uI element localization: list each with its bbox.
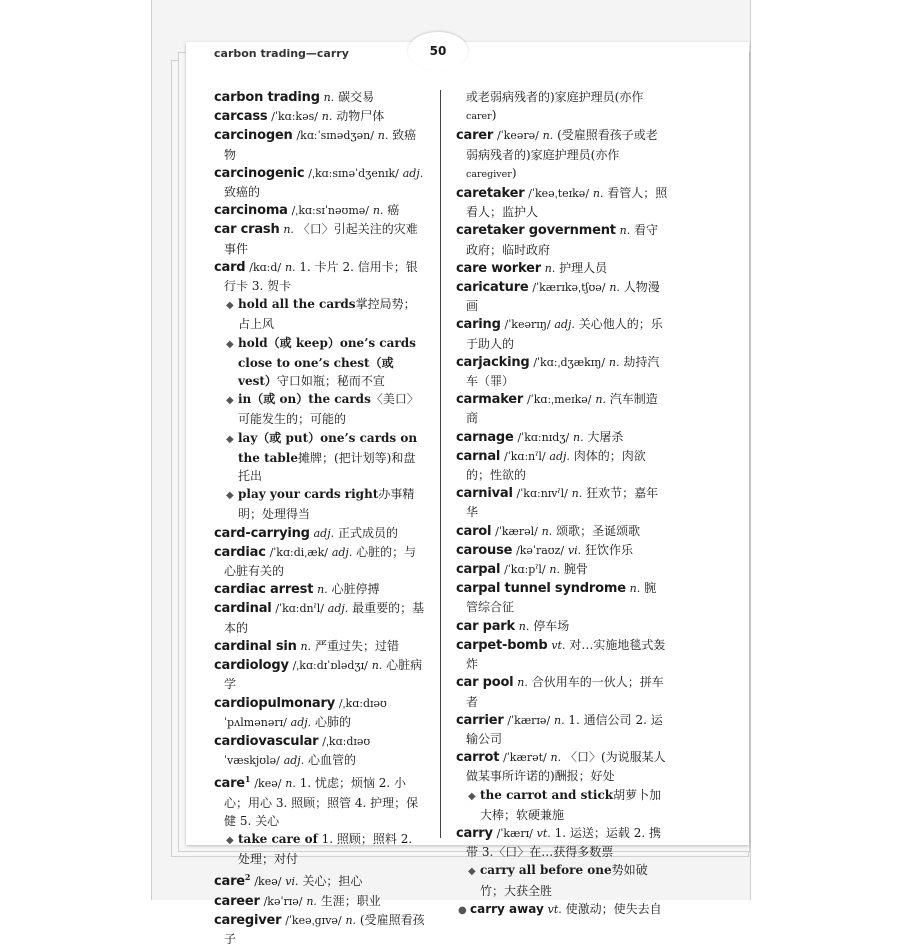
phrase: in（或 on）the cards [238, 392, 371, 407]
diamond-bullet-icon: ◆ [226, 834, 234, 846]
dictionary-entry [456, 126, 668, 184]
dictionary-entry [456, 315, 668, 352]
diamond-bullet-icon: ◆ [226, 395, 234, 407]
part-of-speech: n. [377, 129, 389, 143]
phrase: the carrot and stick [480, 787, 614, 802]
dictionary-entry [456, 636, 668, 673]
part-of-speech: adj. [313, 526, 335, 540]
part-of-speech: n. [372, 204, 384, 218]
pronunciation: /ˌkɑːsɪnəˈdʒenɪk/ [308, 166, 399, 180]
headword: carol [456, 523, 492, 539]
phrase-entry [214, 295, 426, 333]
pronunciation: /kəˈraʊz/ [516, 543, 565, 557]
pronunciation: /ˈkeərə/ [496, 129, 539, 143]
headword: car crash [214, 222, 280, 238]
part-of-speech: n. [284, 260, 296, 274]
part-of-speech: n. [629, 582, 641, 596]
dictionary-entry [456, 522, 668, 541]
phrase-entry [214, 830, 426, 868]
part-of-speech: n. [323, 91, 335, 104]
definition: 致癌的 [224, 185, 261, 200]
headword: cardiac arrest [214, 582, 314, 598]
dictionary-entry [456, 353, 668, 390]
definition: 守口如瓶；秘而不宣 [276, 374, 385, 389]
pronunciation: /kɑːd/ [249, 260, 282, 274]
definition: 最重要的；基本的 [224, 601, 425, 635]
dictionary-entry [214, 258, 426, 295]
definition: 心脏停搏 [331, 582, 380, 597]
definition: 对…实施地毯式轰炸 [466, 637, 666, 672]
part-of-speech: n. [321, 110, 333, 124]
dictionary-entry [456, 484, 668, 521]
headword: cardiac [214, 544, 266, 560]
headword: cardiovascular [214, 733, 319, 749]
part-of-speech: n. [283, 223, 294, 237]
headword: car pool [456, 675, 514, 691]
definition: 办事精明；处理得当 [238, 487, 415, 522]
definition: 1. 运送；运载 2. 携带 3.〈口〉在…获得多数票 [466, 825, 661, 860]
part-of-speech: n. [595, 393, 606, 407]
pronunciation: /ˈkɑːdiˌæk/ [269, 545, 328, 559]
headword: carpal tunnel syndrome [456, 581, 626, 597]
pronunciation: /ˈkeərɪŋ/ [504, 318, 551, 332]
headword: card-carrying [214, 525, 310, 541]
continued-definition [456, 88, 668, 126]
headword: carrier [456, 712, 504, 728]
definition: 颂歌；圣诞颂歌 [556, 523, 641, 538]
headword: career [214, 893, 260, 909]
definition: 狂欢节；嘉年华 [466, 486, 659, 520]
part-of-speech: adj. [554, 318, 575, 332]
pronunciation: /ˈkærɪə/ [507, 713, 551, 727]
definition: 碳交易 [338, 90, 375, 104]
headword: care worker [456, 260, 541, 276]
dictionary-entry [456, 221, 668, 258]
pronunciation: /ˈkɑːpˀl/ [504, 563, 546, 577]
headword: cardiology [214, 658, 289, 674]
dictionary-entry [456, 673, 668, 710]
definition: 看守政府；临时政府 [466, 223, 659, 257]
pronunciation: /ˌkɑːdɪˈɒlədʒɪ/ [292, 659, 368, 673]
part-of-speech: n. [518, 619, 530, 633]
definition: 狂饮作乐 [585, 542, 634, 557]
definition: 看管人；照看人；监护人 [466, 186, 668, 220]
dictionary-entry [214, 637, 426, 656]
headword: carnival [456, 486, 513, 502]
part-of-speech: n. [553, 713, 565, 727]
part-of-speech: n. [300, 639, 312, 653]
pronunciation: /ˈkɑːnˀl/ [504, 449, 546, 463]
definition: 关心他人的；乐于助人的 [466, 317, 663, 351]
headword: carrot [456, 750, 500, 766]
pronunciation: /ˈkærəl/ [495, 524, 538, 538]
homograph-number: 2 [244, 872, 251, 883]
alt-form: caregiver [466, 168, 512, 180]
part-of-speech: n. [619, 224, 631, 238]
pronunciation: /kəˈrɪə/ [263, 894, 303, 908]
part-of-speech: n. [592, 187, 604, 201]
dictionary-entry [456, 184, 668, 221]
headword: caretaker [456, 186, 525, 202]
pronunciation: /ˈkærɪ/ [496, 826, 533, 840]
part-of-speech: n. [573, 430, 584, 444]
definition: 〈美口〉可能发生的；可能的 [238, 392, 419, 427]
headword: carjacking [456, 354, 530, 370]
left-column [214, 88, 426, 948]
dictionary-entry [214, 201, 426, 220]
definition: 心脏的；与心脏有关的 [224, 544, 417, 579]
dictionary-entry [214, 732, 426, 770]
phrasal-verb-entry [456, 900, 668, 920]
phrase: hold（或 keep）one’s cards close to one’s chest（或 vest） [238, 335, 416, 389]
definition: 停车场 [533, 618, 570, 633]
definition: 致癌物 [224, 128, 417, 162]
part-of-speech: vt. [547, 902, 562, 916]
alt-form: carer [466, 111, 492, 123]
pronunciation: /ˌkɑːsɪˈnəʊmə/ [291, 204, 369, 218]
dictionary-entry [456, 541, 668, 560]
part-of-speech: n. [317, 583, 328, 597]
definition: (受雇照看孩子 [224, 912, 425, 946]
headword: caring [456, 317, 501, 333]
column-divider [440, 90, 441, 838]
definition: 1. 忧虑；烦恼 2. 小心；用心 3. 照顾；照管 4. 护理；保健 5. 关心 [224, 776, 419, 828]
dictionary-entry [214, 524, 426, 543]
part-of-speech: n. [517, 676, 528, 690]
part-of-speech: vi. [285, 875, 299, 889]
dictionary-entry [456, 617, 668, 636]
part-of-speech: n. [345, 913, 357, 927]
pronunciation: /kɑːˈsɪnədʒən/ [296, 129, 374, 143]
circle-bullet-icon: ● [458, 904, 467, 916]
definition: 关心；担心 [302, 874, 363, 889]
diamond-bullet-icon: ◆ [468, 790, 476, 802]
dictionary-entry [456, 579, 668, 616]
headword: cardinal sin [214, 638, 297, 654]
definition: 摊牌；(把计划等)和盘托出 [238, 450, 416, 484]
headword: carmaker [456, 392, 524, 408]
pronunciation: /ˈkeəˌteɪkə/ [528, 187, 590, 201]
headword: carbon trading [214, 90, 320, 105]
headword: carnal [456, 448, 501, 464]
headword: caretaker government [456, 223, 616, 239]
definition-end: ) [491, 108, 497, 123]
homograph-number: 1 [244, 774, 251, 785]
dictionary-entry [456, 560, 668, 579]
phrase: hold all the cards [238, 297, 356, 312]
definition-end: ) [511, 165, 517, 180]
definition: 心肺的 [315, 714, 352, 729]
phrase-entry [214, 429, 426, 486]
phrase: carry all before one [480, 863, 612, 878]
phrase-entry [456, 861, 668, 899]
definition: 严重过失；过错 [314, 638, 399, 653]
definition: 1. 照顾；照料 2. 处理；对付 [238, 831, 413, 867]
dictionary-entry [214, 88, 426, 107]
headword: cardinal [214, 601, 272, 617]
definition: 大屠杀 [587, 429, 624, 444]
part-of-speech: adj. [283, 754, 305, 768]
phrase-entry [214, 334, 426, 391]
part-of-speech: n. [549, 563, 560, 577]
dictionary-entry [214, 220, 426, 257]
phrasal-verb: carry away [470, 901, 544, 916]
headword: cardiopulmonary [214, 695, 335, 711]
headword: carpet-bomb [456, 637, 548, 653]
definition: 腕管综合征 [466, 581, 657, 615]
diamond-bullet-icon: ◆ [226, 338, 234, 350]
running-head: carbon trading—carry [214, 47, 349, 60]
dictionary-entry [456, 711, 668, 748]
dictionary-entry [214, 107, 426, 126]
pronunciation: /ˈkɑːdnˀl/ [275, 602, 324, 616]
phrase-entry [214, 485, 426, 523]
headword: carcinogenic [214, 165, 305, 181]
dictionary-entry [456, 278, 668, 315]
dictionary-entry [456, 428, 668, 447]
headword: carnage [456, 429, 514, 445]
headword: carcass [214, 109, 268, 125]
dictionary-entry [214, 656, 426, 693]
definition: 生涯；职业 [320, 893, 381, 908]
phrase-entry [456, 786, 668, 824]
definition: 或老弱病残者的)家庭护理员(亦作 [466, 90, 644, 104]
dictionary-entry [456, 824, 668, 861]
headword: caricature [456, 280, 529, 296]
definition: 合伙用车的一伙人；拼车者 [466, 675, 664, 709]
pronunciation: /ˈkɑːkəs/ [271, 110, 318, 124]
pronunciation: /ˌkɑːdɪəʊˈvæskjʊlə/ [224, 734, 371, 768]
part-of-speech: n. [371, 659, 383, 673]
definition: 正式成员的 [337, 525, 398, 540]
pronunciation: /ˈkɑːˌmeɪkə/ [526, 393, 592, 407]
headword: car park [456, 618, 515, 634]
dictionary-entry [214, 911, 426, 948]
dictionary-entry [214, 694, 426, 732]
part-of-speech: n. [544, 261, 556, 275]
pronunciation: /keə/ [254, 875, 282, 889]
dictionary-entry [456, 390, 668, 427]
pronunciation: /ˈkɑːnɪvˀl/ [516, 487, 568, 501]
definition: 心血管的 [308, 753, 357, 768]
phrase: take care of [238, 831, 318, 846]
definition: 腕骨 [563, 562, 588, 577]
part-of-speech: vi. [567, 543, 582, 557]
dictionary-entry [214, 770, 426, 830]
part-of-speech: n. [542, 129, 554, 143]
definition: 人物漫画 [466, 280, 660, 314]
definition: 掌控局势；占上风 [238, 297, 416, 332]
headword: carouse [456, 542, 513, 558]
phrase: play your cards right [238, 487, 379, 502]
definition: (受雇照看孩子或老弱病残者的)家庭护理员(亦作 [466, 128, 658, 162]
dictionary-entry [456, 748, 668, 785]
pronunciation: /ˈkɑːˌdʒækɪŋ/ [533, 355, 606, 369]
definition: 使激动；使失去自 [565, 901, 662, 916]
definition: 〈口〉引起关注的灾难事件 [224, 222, 418, 256]
pronunciation: /ˈkɑːnɪdʒ/ [517, 430, 570, 444]
part-of-speech: n. [608, 355, 620, 369]
part-of-speech: adj. [549, 449, 570, 463]
dictionary-entry [214, 580, 426, 599]
headword: card [214, 259, 246, 275]
part-of-speech: adj. [327, 602, 349, 616]
headword: carcinoma [214, 203, 288, 219]
definition: 1. 卡片 2. 信用卡；银行卡 3. 贺卡 [224, 259, 418, 294]
dictionary-entry [456, 259, 668, 278]
definition: 肉体的；肉欲的；性欲的 [466, 448, 646, 483]
headword: care [214, 776, 245, 792]
pronunciation: /ˈkeəˌgɪvə/ [285, 913, 342, 927]
dictionary-entry [214, 868, 426, 891]
part-of-speech: n. [550, 751, 562, 765]
definition: 胡萝卜加大棒；软硬兼施 [480, 787, 662, 822]
headword: caregiver [214, 912, 282, 928]
pronunciation: /ˌkɑːdɪəʊˈpʌlmənərɪ/ [224, 696, 387, 729]
part-of-speech: n. [285, 777, 296, 791]
page-number: 50 [408, 32, 468, 70]
part-of-speech: vt. [536, 826, 551, 840]
part-of-speech: n. [571, 487, 583, 501]
dictionary-entry [456, 447, 668, 484]
diamond-bullet-icon: ◆ [468, 866, 476, 878]
definition: 势如破竹；大获全胜 [480, 863, 648, 898]
headword: carcinogen [214, 128, 293, 144]
headword: carry [456, 825, 493, 841]
dictionary-entry [214, 164, 426, 201]
diamond-bullet-icon: ◆ [226, 490, 234, 502]
definition: 心脏病学 [224, 658, 423, 692]
part-of-speech: n. [609, 281, 620, 295]
pronunciation: /ˈkærət/ [503, 751, 547, 765]
definition: 汽车制造商 [466, 392, 658, 426]
dictionary-entry [214, 599, 426, 636]
right-column [456, 88, 668, 920]
part-of-speech: adj. [402, 166, 424, 180]
part-of-speech: vt. [551, 638, 566, 652]
definition: 癌 [387, 203, 400, 218]
part-of-speech: n. [541, 524, 553, 538]
headword: carpal [456, 562, 501, 578]
definition: 动物尸体 [336, 109, 385, 124]
part-of-speech: adj. [331, 545, 353, 559]
headword: carer [456, 128, 494, 144]
dictionary-entry [214, 892, 426, 911]
dictionary-entry [214, 126, 426, 163]
diamond-bullet-icon: ◆ [226, 300, 234, 312]
diamond-bullet-icon: ◆ [226, 433, 234, 445]
part-of-speech: adj. [290, 715, 312, 729]
definition: 1. 通信公司 2. 运输公司 [466, 712, 663, 746]
definition: 护理人员 [559, 260, 608, 275]
definition: 〈口〉(为说服某人做某事所许诺的)酬报；好处 [466, 750, 666, 784]
pronunciation: /ˈkærɪkəˌtʃʊə/ [532, 281, 606, 295]
phrase-entry [214, 390, 426, 428]
definition: 劫持汽车（罪） [466, 354, 660, 389]
part-of-speech: n. [306, 894, 317, 908]
dictionary-entry [214, 543, 426, 580]
headword: care [214, 874, 245, 890]
pronunciation: /keə/ [254, 777, 282, 791]
phrase: lay（或 put）one’s cards on the table [238, 430, 418, 465]
